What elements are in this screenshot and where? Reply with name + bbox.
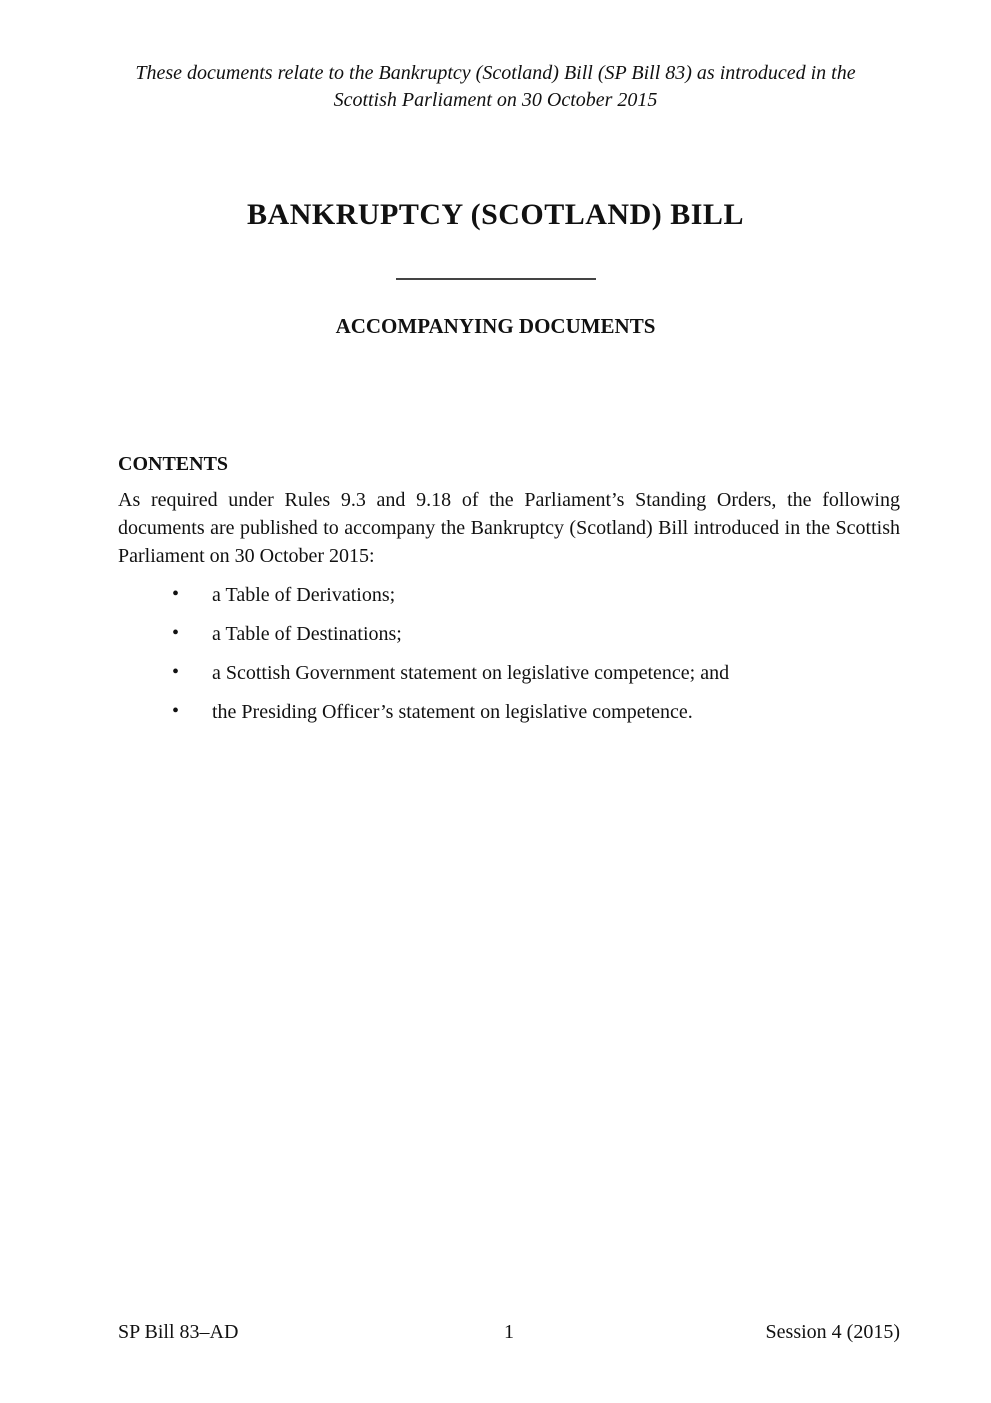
bullet-icon: • [172,700,180,722]
list-item [118,701,900,723]
contents-heading: CONTENTS [118,453,229,475]
list-item [118,623,900,645]
header-note [0,0,991,114]
list-item-label: the Presiding Officer’s statement on legislative competence. [212,701,693,723]
contents-intro-paragraph: As required under Rules 9.3 and 9.18 of the Parliament’s Standing Orders, the following documents are published to accompany the Bankruptcy (Scotland) Bill introduced in the Scottish Parliament on 30 October 2015: [118,489,900,567]
bullet-list [118,584,900,723]
footer-session-label: Session 4 (2015) [765,1321,900,1343]
list-item-label: a Table of Derivations; [212,584,396,606]
document-subtitle: ACCOMPANYING DOCUMENTS [335,314,656,338]
footer-page-number: 1 [504,1321,514,1343]
list-item-label: a Table of Destinations; [212,623,402,645]
page-title: BANKRUPTCY (SCOTLAND) BILL [247,198,744,231]
list-item [118,584,900,606]
list-item [118,662,900,684]
page-footer [118,1318,900,1346]
bullet-icon: • [172,661,180,683]
bullet-icon: • [172,583,180,605]
header-note-line-1: These documents relate to the Bankruptcy (Scotland) Bill (SP Bill 83) as introduced in the [135,62,856,84]
section-divider [396,278,596,280]
bullet-icon: • [172,622,180,644]
header-note-line-2: Scottish Parliament on 30 October 2015 [333,89,658,111]
list-item-label: a Scottish Government statement on legislative competence; and [212,662,730,684]
footer-bill-reference: SP Bill 83–AD [118,1321,239,1343]
